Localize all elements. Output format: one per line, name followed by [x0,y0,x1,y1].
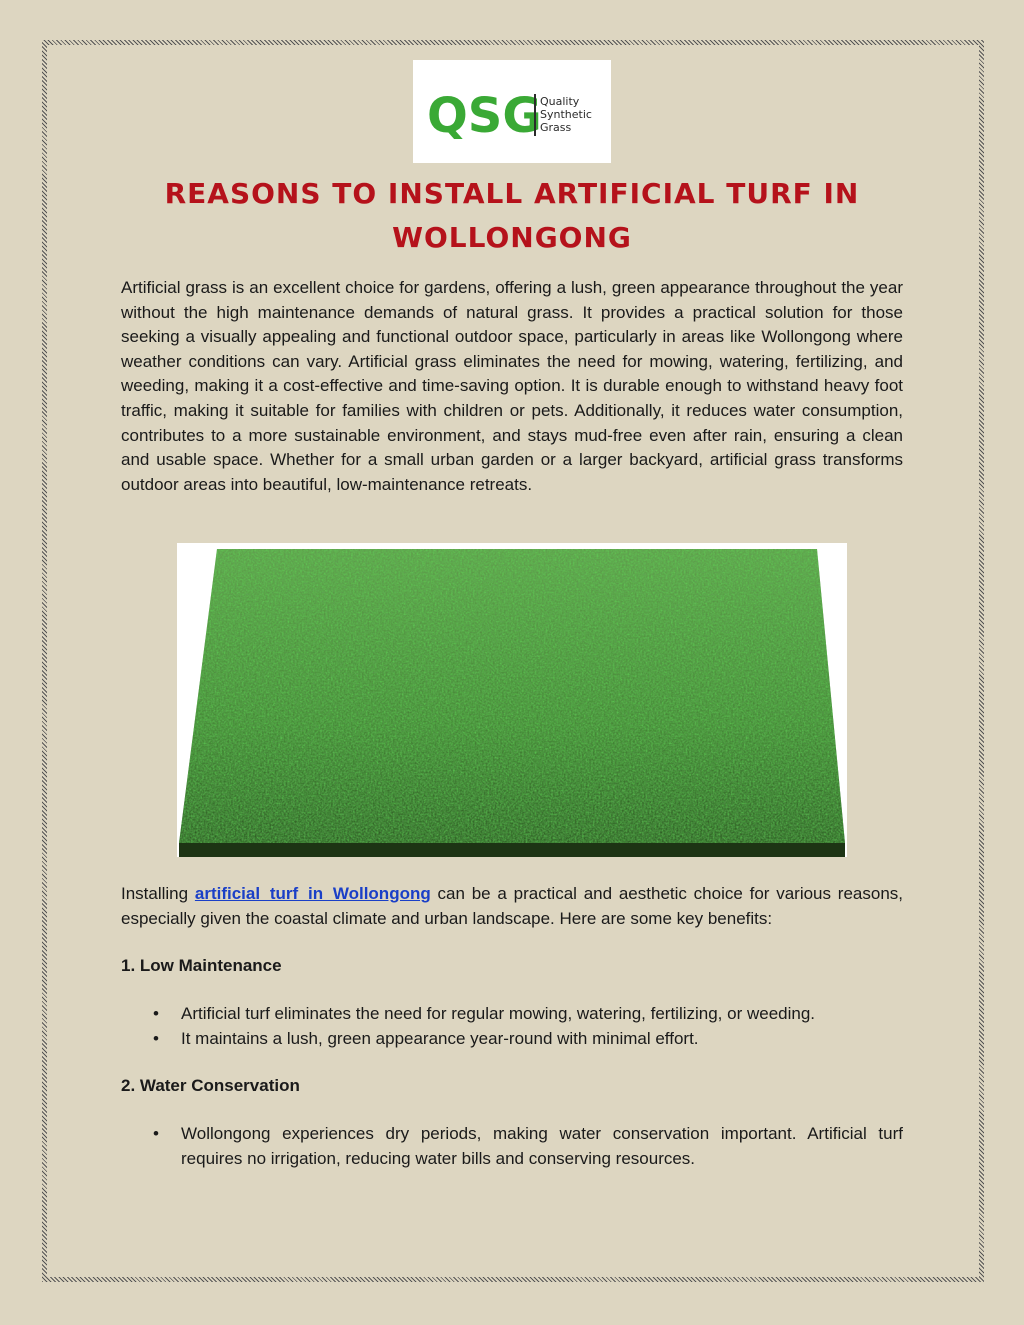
list-item: • It maintains a lush, green appearance year-round with minimal effort. [121,1027,903,1052]
low-maintenance-list [121,1002,903,1051]
page-title: REASONS TO INSTALL ARTIFICIAL TURF IN WOLLONGONG [164,177,860,254]
list-item: • Wollongong experiences dry periods, making water conservation important. Artificial turf requires no irrigation, reducing water bills and conserving resources. [121,1122,903,1171]
artificial-turf-photo [177,543,847,857]
logo-line-1: Quality [540,95,580,108]
section-heading-water-conservation: 2. Water Conservation [121,1076,300,1095]
artificial-turf-link[interactable]: artificial turf in Wollongong [194,884,431,903]
logo-letters: QSG [427,88,542,144]
intro-paragraph: Artificial grass is an excellent choice for gardens, offering a lush, green appearance throughout the year without the high maintenance demands of natural grass. It provides a practical solution for those seeking a visually appealing and functional outdoor space, particularly in areas like Wollongong where weather conditions can vary. Artificial grass eliminates the need for mowing, watering, fertilizing, and weeding, making it a cost-effective and time-saving option. It is durable enough to withstand heavy foot traffic, making it suitable for families with children or pets. Additionally, it reduces water consumption, contributes to a more sustainable environment, and stays mud-free even after rain, ensuring a clean and usable space. Whether for a small urban garden or a larger backyard, artificial grass transforms outdoor areas into beautiful, low-maintenance retreats. [121,278,903,494]
company-logo [413,60,611,163]
logo-line-2: Synthetic [540,108,592,121]
benefits-intro-paragraph [121,882,903,931]
list-item: • Artificial turf eliminates the need for regular mowing, watering, fertilizing, or weeding. [121,1002,903,1027]
qsg-logo-mark [413,60,611,163]
water-conservation-list [121,1122,903,1171]
para2-after: can be a practical and aesthetic choice for various reasons, especially given the coastal climate and urban landscape. Here are some key benefits: [121,884,903,928]
section-heading-low-maintenance: 1. Low Maintenance [121,956,282,975]
logo-line-3: Grass [540,121,572,134]
para2-before: Installing [121,884,195,903]
